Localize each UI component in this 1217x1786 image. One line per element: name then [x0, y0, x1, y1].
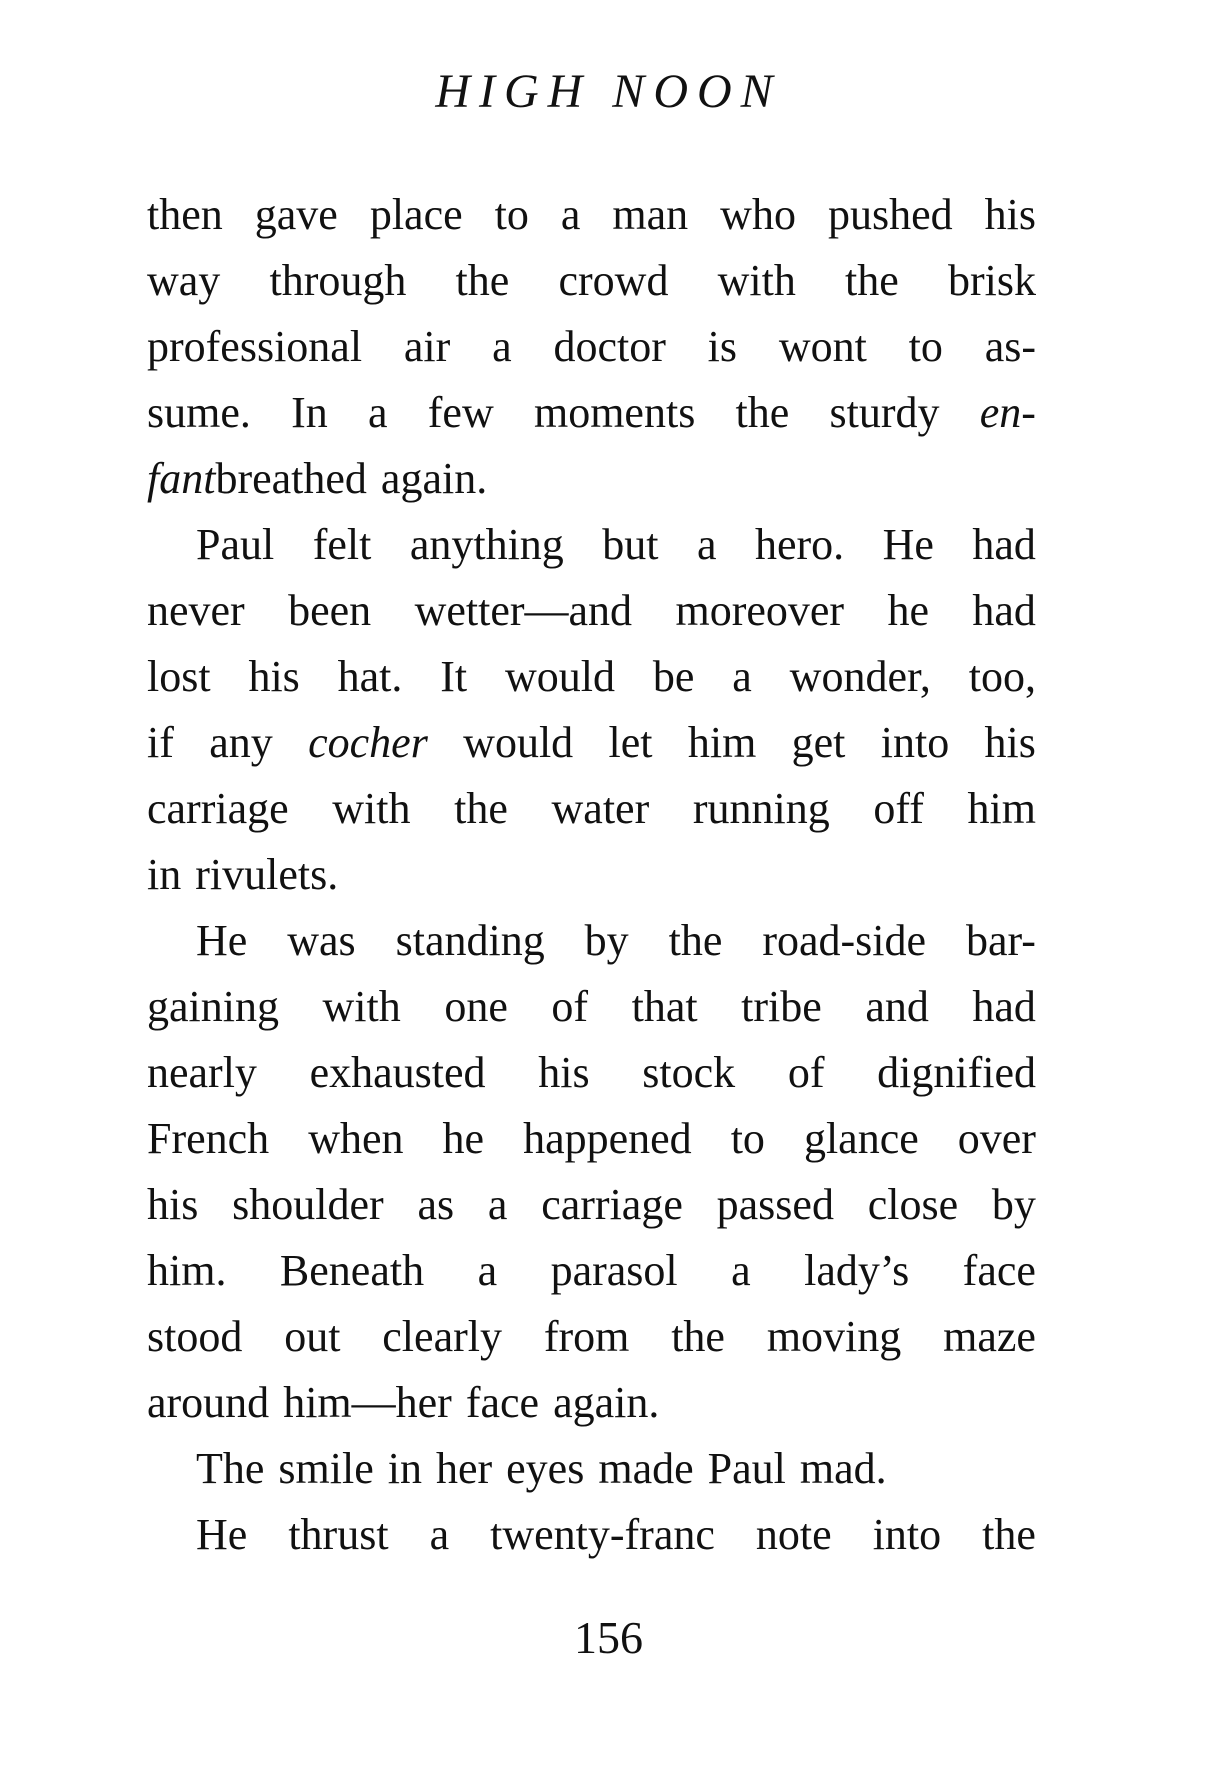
text-line: [147, 710, 1036, 776]
word: Beneath: [279, 1246, 425, 1295]
word: him—her: [283, 1378, 452, 1427]
word: a: [696, 520, 717, 569]
word: sturdy: [829, 388, 940, 437]
word: any: [209, 718, 273, 767]
word: clearly: [382, 1312, 502, 1361]
word: had: [972, 520, 1036, 569]
word: He: [196, 916, 248, 965]
word: to: [494, 190, 529, 239]
word: him.: [147, 1246, 227, 1295]
text-line: [147, 248, 1036, 314]
word: made: [598, 1444, 694, 1493]
word: twenty-franc: [490, 1510, 715, 1559]
word: from: [543, 1312, 630, 1361]
word: of: [551, 982, 589, 1031]
word: his: [984, 190, 1036, 239]
word: moments: [533, 388, 696, 437]
word: He: [882, 520, 934, 569]
text-line: [147, 380, 1036, 446]
word: then: [147, 190, 223, 239]
word: wonder,: [789, 652, 931, 701]
word: pushed: [827, 190, 953, 239]
word: close: [867, 1180, 959, 1229]
word: by: [584, 916, 629, 965]
word: thrust: [288, 1510, 389, 1559]
word: into: [880, 718, 950, 767]
word: crowd: [558, 256, 669, 305]
word: never: [147, 586, 245, 635]
word: French: [147, 1114, 270, 1163]
word: He: [196, 1510, 248, 1559]
word: would: [463, 718, 574, 767]
word: professional: [147, 322, 363, 371]
word: his: [984, 718, 1036, 767]
word: into: [872, 1510, 942, 1559]
word: is: [707, 322, 738, 371]
word: again.: [380, 454, 488, 503]
word: face: [962, 1246, 1036, 1295]
word: passed: [716, 1180, 834, 1229]
word: as: [417, 1180, 455, 1229]
word: note: [755, 1510, 832, 1559]
word: the: [455, 256, 510, 305]
text-line: [147, 842, 1036, 908]
word: through: [269, 256, 407, 305]
word: air: [403, 322, 451, 371]
word: the: [671, 1312, 725, 1361]
word: gave: [254, 190, 338, 239]
word: a: [429, 1510, 450, 1559]
word: by: [991, 1180, 1036, 1229]
word: water: [551, 784, 650, 833]
word: him: [687, 718, 757, 767]
word: off: [873, 784, 924, 833]
word: the: [668, 916, 723, 965]
word: that: [631, 982, 698, 1031]
word: smile: [278, 1444, 374, 1493]
word: had: [972, 586, 1036, 635]
word: moreover: [675, 586, 845, 635]
word: running: [692, 784, 830, 833]
word: face: [465, 1378, 540, 1427]
text-line: [147, 182, 1036, 248]
word: place: [369, 190, 463, 239]
word: get: [791, 718, 846, 767]
word: him: [967, 784, 1036, 833]
word: standing: [395, 916, 545, 965]
word: a: [560, 190, 581, 239]
word: as-: [984, 322, 1036, 371]
word: over: [957, 1114, 1036, 1163]
text-line: [147, 644, 1036, 710]
word: mad.: [799, 1444, 887, 1493]
word: breathed: [215, 454, 367, 503]
word: again.: [553, 1378, 660, 1427]
word: bar-: [965, 916, 1036, 965]
word: man: [612, 190, 689, 239]
word: a: [487, 1180, 508, 1229]
word: in: [147, 850, 182, 899]
word: but: [602, 520, 659, 569]
word: nearly: [147, 1048, 257, 1097]
word: who: [720, 190, 796, 239]
word: be: [652, 652, 695, 701]
running-head: HIGH NOON: [435, 65, 782, 118]
word: the: [454, 784, 508, 833]
word: stood: [147, 1312, 243, 1361]
italic-word: cocher: [308, 718, 428, 767]
word: shoulder: [232, 1180, 384, 1229]
text-line: [147, 1502, 1036, 1568]
word: gaining: [147, 982, 279, 1031]
word: carriage: [541, 1180, 683, 1229]
word: stock: [642, 1048, 736, 1097]
word: would: [505, 652, 616, 701]
word: tribe: [741, 982, 822, 1031]
text-line: [147, 512, 1036, 578]
word: and: [865, 982, 929, 1031]
word: the: [845, 256, 899, 305]
word: dignified: [877, 1048, 1036, 1097]
word: had: [972, 982, 1036, 1031]
word: with: [717, 256, 796, 305]
word: hero.: [754, 520, 845, 569]
text-line: [147, 974, 1036, 1040]
text-line: [147, 1436, 1036, 1502]
word: wetter—and: [414, 586, 633, 635]
text-line: [147, 1106, 1036, 1172]
word: in: [387, 1444, 422, 1493]
word: maze: [943, 1312, 1036, 1361]
word: a: [368, 388, 388, 437]
word: In: [291, 388, 328, 437]
word: anything: [409, 520, 564, 569]
word: he: [887, 586, 929, 635]
text-line: [147, 1304, 1036, 1370]
body-text: [147, 182, 1036, 1568]
word: to: [730, 1114, 765, 1163]
text-line: [147, 776, 1036, 842]
word: of: [787, 1048, 825, 1097]
word: been: [288, 586, 372, 635]
word: few: [427, 388, 494, 437]
word: too,: [968, 652, 1036, 701]
word: one: [444, 982, 508, 1031]
word: a: [492, 322, 512, 371]
word: It: [440, 652, 468, 701]
word: exhausted: [309, 1048, 486, 1097]
word: let: [608, 718, 653, 767]
italic-word: en-: [979, 388, 1036, 437]
word: the: [982, 1510, 1036, 1559]
word: with: [322, 982, 401, 1031]
word: glance: [803, 1114, 919, 1163]
word: Paul: [196, 520, 275, 569]
text-line: [147, 314, 1036, 380]
word: lady’s: [804, 1246, 910, 1295]
text-line: [147, 578, 1036, 644]
text-line: [147, 1238, 1036, 1304]
word: if: [147, 718, 174, 767]
word: rivulets.: [195, 850, 339, 899]
word: road-side: [762, 916, 927, 965]
word: eyes: [506, 1444, 585, 1493]
word: sume.: [147, 388, 251, 437]
word: a: [477, 1246, 498, 1295]
word: to: [908, 322, 943, 371]
word: lost: [147, 652, 211, 701]
text-line: [147, 446, 1036, 512]
word: happened: [523, 1114, 692, 1163]
word: around: [147, 1378, 270, 1427]
word: felt: [312, 520, 372, 569]
word: when: [308, 1114, 404, 1163]
word: parasol: [550, 1246, 678, 1295]
text-line: [147, 908, 1036, 974]
word: he: [442, 1114, 485, 1163]
word: carriage: [147, 784, 289, 833]
page-number: 156: [574, 1612, 643, 1663]
word: his: [147, 1180, 199, 1229]
text-line: [147, 1370, 1036, 1436]
word: wont: [778, 322, 867, 371]
word: way: [147, 256, 221, 305]
word: his: [538, 1048, 590, 1097]
word: a: [732, 652, 752, 701]
word: her: [435, 1444, 493, 1493]
word: with: [332, 784, 411, 833]
word: doctor: [553, 322, 666, 371]
word: moving: [766, 1312, 902, 1361]
text-line: [147, 1040, 1036, 1106]
word: out: [284, 1312, 341, 1361]
word: a: [731, 1246, 751, 1295]
word: The: [196, 1444, 265, 1493]
word: Paul: [707, 1444, 786, 1493]
word: brisk: [947, 256, 1036, 305]
text-line: [147, 1172, 1036, 1238]
word: the: [735, 388, 790, 437]
word: hat.: [337, 652, 403, 701]
word: was: [287, 916, 356, 965]
italic-word: fant: [147, 454, 216, 503]
word: his: [248, 652, 300, 701]
